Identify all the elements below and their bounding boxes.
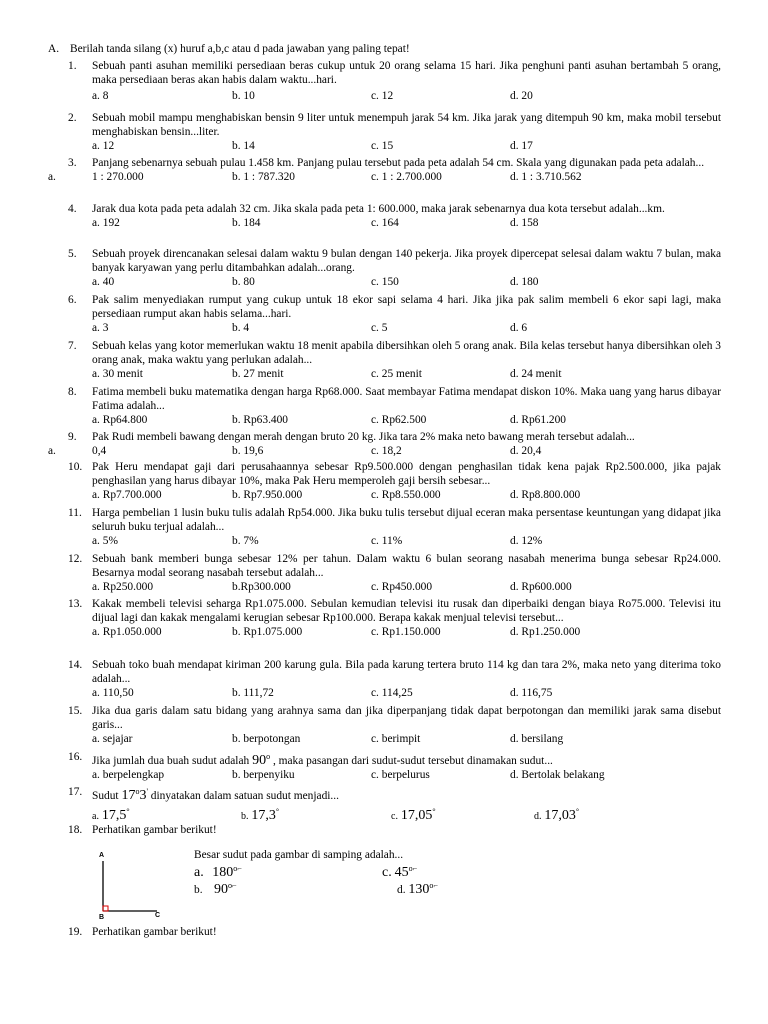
question-text: Harga pembelian 1 lusin buku tulis adalah Rp54.000. Jika buku tulis tersebut dijual eceran maka persentase keuntungan yang didapat jika seluruh buku terjual adalah... [92,507,721,534]
option-c[interactable]: c. 25 menit [371,368,422,381]
question-number: 8. [68,386,77,398]
question-text: Jika dua garis dalam satu bidang yang arahnya sama dan jika diperpanjang tidak dapat berpotongan dan memiliki jarak sama disebut garis... [92,705,721,732]
question-text-before: Sudut [92,789,119,802]
question-17 [69,785,721,823]
option-a[interactable]: a. 40 [92,276,115,289]
angle-minutes: 3 [139,787,147,803]
question-text [92,750,721,768]
question-text: Jarak dua kota pada peta adalah 32 cm. Jika skala pada peta 1: 600.000, maka jarak sebenarnya dua kota tersebut adalah...km. [92,203,665,215]
options-row [48,444,721,459]
option-d[interactable]: d. Bertolak belakang [510,769,605,781]
question-text: Fatima membeli buku matematika dengan harga Rp68.000. Saat membayar Fatima mendapat diskon 10%. Maka uang yang harus dibayar Fatima adalah... [92,386,721,413]
option-a[interactable]: a. Rp7.700.000 [92,489,162,502]
question-number: 12. [68,553,83,565]
option-c[interactable]: c. berpelurus [371,769,430,781]
question-number: 11. [68,507,82,519]
angle-degrees: 17 [121,787,136,803]
option-b[interactable]: b. 80 [232,276,255,289]
question-text: Sebuah kelas yang kotor memerlukan waktu 18 menit apabila dibersihkan oleh 5 orang anak. Bila kelas tersebut hanya dibersihkan oleh 3 orang anak, maka waktu yang perlukan adalah... [92,340,721,367]
option-c[interactable]: c. 164 [371,217,399,230]
question-text: Pak Heru mendapat gaji dari perusahaannya sebesar Rp9.500.000 dengan penghasilan tidak kena pajak Rp2.500.000, jika pajak penghasilan yang harus dibayar 10%, maka Pak Heru memperoleh gaji bersih sebesar... [92,461,721,488]
option-a-letter[interactable]: a. [48,171,56,184]
section-instruction: Berilah tanda silang (x) huruf a,b,c atau d pada jawaban yang paling tepat! [70,43,410,55]
question-number: 19. [68,926,83,938]
label-b: B [99,914,105,920]
right-angle-mark [103,906,108,911]
option-d[interactable]: d. 158 [510,217,539,230]
option-c[interactable]: c. 15 [371,140,394,153]
options-row [69,139,721,154]
option-d[interactable]: d. Rp61.200 [510,414,567,427]
option-b[interactable]: b. berpotongan [232,733,301,746]
options-row-2 [194,879,494,896]
right-angle-figure [95,848,165,920]
angle-value: 90 [252,752,267,768]
option-b[interactable]: b. 111,72 [232,687,274,700]
option-a[interactable]: a. berpelengkap [92,769,165,781]
question-text: Pak salim menyediakan rumput yang cukup untuk 18 ekor sapi selama 4 hari. Jika jika pak salim membeli 6 ekor sapi lagi, maka persediaan rumput akan habis selama...hari. [92,294,721,321]
side-text: Besar sudut pada gambar di samping adalah... [194,849,404,861]
option-a[interactable]: a. Rp64.800 [92,414,148,427]
option-d[interactable]: d. bersilang [510,733,564,746]
question-4 [69,202,721,231]
option-d[interactable]: d. 6 [510,322,528,335]
question-number: 7. [68,340,77,352]
option-a[interactable]: a. 110,50 [92,687,134,700]
option-c[interactable]: c. Rp450.000 [371,581,433,594]
question-text: Sebuah mobil mampu menghabiskan bensin 9 liter untuk menempuh jarak 54 km. Jika jarak yang ditempuh 90 km, maka mobil tersebut menghabiskan bensin...liter. [92,112,721,139]
options-row [69,216,721,231]
question-text: Sebuah bank memberi bunga sebesar 12% per tahun. Dalam waktu 6 bulan seorang nasabah menerima bunga sebesar Rp24.000. Besarnya modal seorang nasabah tersebut adalah... [92,553,721,580]
option-b[interactable]: b. 184 [232,217,261,230]
option-c[interactable]: c. 1 : 2.700.000 [371,171,442,184]
options-row [69,488,721,503]
question-13 [69,597,721,640]
question-6 [69,293,721,336]
option-b[interactable]: b. 7% [232,535,259,548]
question-number: 10. [68,461,83,473]
options-row [69,805,721,823]
question-number: 2. [68,112,77,124]
option-b[interactable]: b. 10 [232,90,255,103]
label-a: A [99,852,105,859]
question-number: 1. [68,60,77,72]
question-text [92,785,721,803]
option-c[interactable]: c. $45^{o⌐}$ [382,864,418,880]
option-d[interactable]: d. 1 : 3.710.562 [510,171,582,184]
option-b[interactable]: b. 1 : 787.320 [232,171,295,184]
option-d[interactable]: d. $130^{o⌐}$ [397,881,438,897]
option-b[interactable]: b. 17,3° [241,807,280,823]
question-text: Pak Rudi membeli bawang dengan merah dengan bruto 20 kg. Jika tara 2% maka neto bawang merah tersebut adalah... [92,431,635,443]
option-c[interactable]: c. berimpit [371,733,421,746]
option-a[interactable]: a. $180^{o⌐}$ [194,864,242,880]
question-8 [69,385,721,428]
option-b[interactable]: b. $90^{o⌐}$ [194,881,237,897]
option-a[interactable]: a. 17,5° [92,807,130,823]
question-number: 6. [68,294,77,306]
option-d[interactable]: d. Rp1.250.000 [510,626,581,639]
options-row [69,367,721,382]
option-d[interactable]: d. 24 menit [510,368,562,381]
question-19 [69,925,721,939]
option-c[interactable]: c. 150 [371,276,399,289]
option-c[interactable]: c. Rp8.550.000 [371,489,441,502]
option-b[interactable]: b. berpenyiku [232,769,295,781]
section-header [48,43,728,55]
option-b[interactable]: b. 14 [232,140,255,153]
option-d[interactable]: d. 20,4 [510,445,542,458]
question-text: Perhatikan gambar berikut! [92,926,217,938]
question-number: 16. [68,751,83,763]
option-c[interactable]: c. 11% [371,535,403,548]
degree-symbol: o [135,787,140,796]
question-text: Sebuah panti asuhan memiliki persediaan beras cukup untuk 20 orang selama 15 hari. Jika penghuni panti asuhan bertambah 5 orang, maka persediaan beras akan habis dalam waktu...hari. [92,60,721,87]
option-c[interactable]: c. 18,2 [371,445,402,458]
option-d[interactable]: d. 12% [510,535,543,548]
degree-symbol: o [266,752,271,761]
option-b[interactable]: b. 4 [232,322,250,335]
options-row-1 [194,862,494,879]
options-row [48,170,721,185]
question-text: Kakak membeli televisi seharga Rp1.075.000. Sebulan kemudian televisi itu rusak dan diperbaiki dengan biaya Ro75.000. Televisi itu dijual lagi dan kakak mengalami kerugian sebesar Rp100.000. Berapa kakak menjual televisi tersebut... [92,598,721,625]
question-text: Panjang sebenarnya sebuah pulau 1.458 km. Panjang pulau tersebut pada peta adalah 54 cm. Skala yang digunakan pada peta adalah... [92,157,705,169]
option-b[interactable]: b. 19,6 [232,445,264,458]
question-text-before: Jika jumlah dua buah sudut adalah [92,754,250,767]
question-10 [69,460,721,503]
question-14 [69,658,721,701]
options-row [69,625,721,640]
options-row [69,580,721,595]
question-text-after: , maka pasangan dari sudut-sudut tersebut dinamakan sudut... [272,754,553,767]
options-row [69,89,721,104]
option-c[interactable]: c. Rp62.500 [371,414,427,427]
question-number: 15. [68,705,83,717]
question-number: 18. [68,824,83,836]
option-a[interactable]: a. 192 [92,217,120,230]
question-3 [48,156,721,185]
question-number: 13. [68,598,83,610]
options-row [69,732,721,747]
question-text: Sebuah proyek direncanakan selesai dalam waktu 9 bulan dengan 140 pekerja. Jika proyek dipercepat selesai dalam waktu 7 bulan, maka banyak karyawan yang perlu ditambahkan adalah...orang. [92,248,721,275]
options-row [69,686,721,701]
option-a[interactable]: 1 : 270.000 [92,171,144,184]
option-b[interactable]: b.Rp300.000 [232,581,291,594]
option-d[interactable]: d. 17 [510,140,533,153]
option-a-letter[interactable]: a. [48,445,56,458]
label-c: C [155,912,161,919]
option-a[interactable]: a. 5% [92,535,118,548]
options-row [69,534,721,549]
question-11 [69,506,721,549]
option-c[interactable]: c. 12 [371,90,394,103]
question-9 [48,430,721,459]
question-number: 14. [68,659,83,671]
option-b[interactable]: b. Rp7.950.000 [232,489,303,502]
question-1 [69,59,721,104]
options-row [69,413,721,428]
option-b[interactable]: b. 27 menit [232,368,284,381]
option-d[interactable]: d. 20 [510,90,533,103]
option-d[interactable]: d. Rp600.000 [510,581,572,594]
question-18 [69,823,721,837]
option-b[interactable]: b. Rp1.075.000 [232,626,303,639]
option-c[interactable]: c. 17,05° [391,807,436,823]
question-16 [69,750,721,783]
question-text: Sebuah toko buah mendapat kiriman 200 karung gula. Bila pada karung tertera bruto 114 kg dan tara 2%, maka neto yang diterima toko adalah... [92,659,721,686]
question-number: 4. [68,203,77,215]
option-d[interactable]: d. 17,03° [534,807,580,823]
option-a[interactable]: a. Rp250.000 [92,581,154,594]
option-a[interactable]: a. 8 [92,90,109,103]
options-row [69,275,721,290]
question-15 [69,704,721,747]
option-a[interactable]: a. sejajar [92,733,133,746]
option-a[interactable]: a. Rp1.050.000 [92,626,162,639]
option-a[interactable]: a. 30 menit [92,368,143,381]
option-b[interactable]: b. Rp63.400 [232,414,289,427]
option-d[interactable]: d. 180 [510,276,539,289]
option-c[interactable]: c. 114,25 [371,687,413,700]
options-row [69,321,721,336]
question-2 [69,111,721,154]
question-text: Perhatikan gambar berikut! [92,824,217,836]
option-a[interactable]: a. 3 [92,322,109,335]
question-number: 5. [68,248,77,260]
question-number: 3. [68,157,77,169]
question-5 [69,247,721,290]
question-12 [69,552,721,595]
question-number: 17. [68,786,83,798]
option-a[interactable]: 0,4 [92,445,107,458]
option-a[interactable]: a. 12 [92,140,115,153]
question-18-side [194,848,494,896]
question-7 [69,339,721,382]
options-row [69,768,721,783]
option-c[interactable]: c. 5 [371,322,388,335]
option-d[interactable]: d. Rp8.800.000 [510,489,581,502]
option-d[interactable]: d. 116,75 [510,687,553,700]
minute-symbol: ' [146,787,148,796]
section-label: A. [48,43,60,55]
question-text-after: dinyatakan dalam satuan sudut menjadi... [150,789,339,802]
question-number: 9. [68,431,77,443]
option-c[interactable]: c. Rp1.150.000 [371,626,441,639]
